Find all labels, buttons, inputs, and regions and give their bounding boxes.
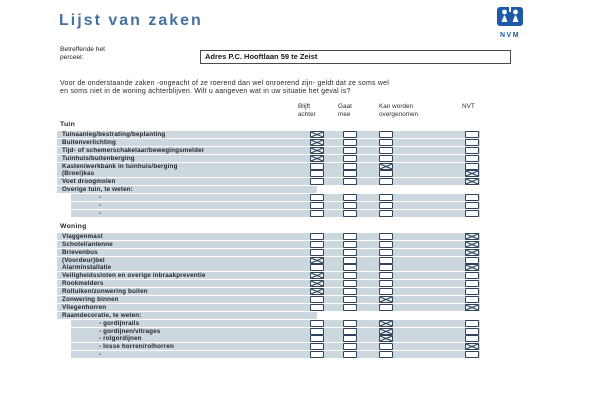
checkbox-blijft-achter[interactable] — [310, 296, 324, 303]
checklist-row — [57, 257, 480, 264]
row-label: - — [99, 351, 102, 359]
checkbox-blijft-achter[interactable] — [310, 343, 324, 350]
checklist-row — [57, 131, 480, 138]
row-label: Overige tuin, te weten: — [62, 186, 133, 194]
checklist-row — [57, 304, 480, 311]
checkbox-kan-worden-overgenomen[interactable] — [379, 178, 393, 185]
row-label: (Broei)kas — [62, 170, 95, 178]
section-label-woning: Woning — [60, 222, 87, 230]
checkbox-kan-worden-overgenomen[interactable] — [379, 351, 393, 358]
checkbox-blijft-achter[interactable] — [310, 335, 324, 342]
row-label: Alarminstallatie — [62, 264, 112, 272]
checkbox-blijft-achter[interactable] — [310, 233, 324, 240]
checkbox-blijft-achter[interactable] — [310, 155, 324, 162]
checkbox-nvt[interactable] — [465, 210, 479, 217]
checkbox-kan-worden-overgenomen[interactable] — [379, 241, 393, 248]
checkbox-blijft-achter[interactable] — [310, 178, 324, 185]
checkbox-blijft-achter[interactable] — [310, 139, 324, 146]
row-label: Brievenbus — [62, 248, 98, 256]
checkbox-gaat-mee[interactable] — [343, 131, 357, 138]
checkbox-blijft-achter[interactable] — [310, 170, 324, 177]
checkbox-blijft-achter[interactable] — [310, 249, 324, 256]
nvm-logo-icon — [497, 7, 523, 26]
intro-paragraph — [60, 80, 530, 97]
row-label: Zonwering binnen — [62, 296, 119, 304]
checkbox-nvt[interactable] — [465, 233, 479, 240]
checkbox-blijft-achter[interactable] — [310, 210, 324, 217]
checkbox-blijft-achter[interactable] — [310, 272, 324, 279]
subheader-row — [57, 186, 317, 193]
row-label: Rookmelders — [62, 280, 104, 288]
page-title: Lijst van zaken — [59, 12, 203, 29]
checkbox-kan-worden-overgenomen[interactable] — [379, 249, 393, 256]
checkbox-kan-worden-overgenomen[interactable] — [379, 335, 393, 342]
checklist-row — [57, 272, 480, 279]
perceel-label-line2: perceel: — [60, 54, 84, 61]
checkbox-blijft-achter[interactable] — [310, 351, 324, 358]
checkbox-blijft-achter[interactable] — [310, 131, 324, 138]
checklist-row — [57, 163, 480, 170]
row-label: Raamdecoratie, te weten: — [62, 311, 142, 319]
checkbox-nvt[interactable] — [465, 155, 479, 162]
checklist-row — [57, 233, 480, 240]
checklist-row — [57, 170, 480, 177]
checkbox-gaat-mee[interactable] — [343, 202, 357, 209]
checklist-row — [57, 280, 480, 287]
perceel-label-line1: Betreffende het — [60, 46, 105, 53]
checkbox-nvt[interactable] — [465, 320, 479, 327]
checkbox-gaat-mee[interactable] — [343, 288, 357, 295]
checkbox-gaat-mee[interactable] — [343, 320, 357, 327]
checkbox-nvt[interactable] — [465, 202, 479, 209]
checkbox-gaat-mee[interactable] — [343, 343, 357, 350]
checkbox-kan-worden-overgenomen[interactable] — [379, 202, 393, 209]
row-label: Schotel/antenne — [62, 240, 113, 248]
checkbox-gaat-mee[interactable] — [343, 194, 357, 201]
row-label: Rolluiken/zonwering buiten — [62, 288, 148, 296]
checkbox-kan-worden-overgenomen[interactable] — [379, 320, 393, 327]
row-label: - — [99, 209, 102, 217]
checkbox-kan-worden-overgenomen[interactable] — [379, 131, 393, 138]
checkbox-nvt[interactable] — [465, 264, 479, 271]
checkbox-kan-worden-overgenomen[interactable] — [379, 155, 393, 162]
checkbox-nvt[interactable] — [465, 328, 479, 335]
checkbox-nvt[interactable] — [465, 257, 479, 264]
checkbox-nvt[interactable] — [465, 147, 479, 154]
checkbox-nvt[interactable] — [465, 139, 479, 146]
checkbox-gaat-mee[interactable] — [343, 163, 357, 170]
checkbox-kan-worden-overgenomen[interactable] — [379, 257, 393, 264]
checkbox-blijft-achter[interactable] — [310, 320, 324, 327]
perceel-label — [60, 46, 105, 62]
nvm-logo-text: NVM — [499, 32, 521, 39]
checkbox-blijft-achter[interactable] — [310, 147, 324, 154]
checkbox-kan-worden-overgenomen[interactable] — [379, 170, 393, 177]
column-header-blijft-achter: Blijft achter — [298, 103, 316, 118]
checkbox-nvt[interactable] — [465, 351, 479, 358]
row-label: - losse horren/rolhorren — [99, 343, 174, 351]
checkbox-nvt[interactable] — [465, 163, 479, 170]
checkbox-gaat-mee[interactable] — [343, 257, 357, 264]
checkbox-nvt[interactable] — [465, 194, 479, 201]
checkbox-kan-worden-overgenomen[interactable] — [379, 163, 393, 170]
checklist-row — [71, 351, 480, 358]
checkbox-kan-worden-overgenomen[interactable] — [379, 343, 393, 350]
row-label: Veiligheidssloten en overige inbraakpreventie — [62, 272, 206, 280]
intro-paragraph-line1: Voor de onderstaande zaken -ongeacht of ze roerend dan wel onroerend zijn- geldt dat ze soms wel — [60, 80, 389, 87]
checkbox-nvt[interactable] — [465, 296, 479, 303]
intro-paragraph-line2: en soms niet in de woning achterblijven. Wilt u aangeven wat in uw situatie het geval is? — [60, 88, 351, 96]
checkbox-gaat-mee[interactable] — [343, 351, 357, 358]
checkbox-gaat-mee[interactable] — [343, 210, 357, 217]
row-label: Tuinhuis/buitenberging — [62, 154, 135, 162]
checklist-row — [57, 241, 480, 248]
checkbox-nvt[interactable] — [465, 249, 479, 256]
checklist-row — [71, 320, 480, 327]
row-label: (Voordeur)bel — [62, 256, 105, 264]
row-label: - gordijnen/vitrages — [99, 327, 161, 335]
subheader-row — [57, 312, 317, 319]
row-label: Kasten/werkbank in tuinhuis/berging — [62, 162, 178, 170]
checkbox-kan-worden-overgenomen[interactable] — [379, 328, 393, 335]
checkbox-blijft-achter[interactable] — [310, 264, 324, 271]
checklist-row — [57, 296, 480, 303]
checklist-row — [71, 210, 480, 217]
checkbox-gaat-mee[interactable] — [343, 264, 357, 271]
checklist-row — [71, 328, 480, 335]
row-label: Voet droogmolen — [62, 178, 116, 186]
checkbox-gaat-mee[interactable] — [343, 280, 357, 287]
checkbox-gaat-mee[interactable] — [343, 170, 357, 177]
checkbox-kan-worden-overgenomen[interactable] — [379, 264, 393, 271]
checkbox-nvt[interactable] — [465, 343, 479, 350]
checkbox-gaat-mee[interactable] — [343, 139, 357, 146]
checkbox-kan-worden-overgenomen[interactable] — [379, 280, 393, 287]
checkbox-gaat-mee[interactable] — [343, 335, 357, 342]
checkbox-blijft-achter[interactable] — [310, 328, 324, 335]
checkbox-gaat-mee[interactable] — [343, 241, 357, 248]
checklist-row — [71, 335, 480, 342]
column-header-gaat-mee: Gaat mee — [338, 103, 352, 118]
section-label-tuin: Tuin — [60, 121, 76, 128]
checkbox-gaat-mee[interactable] — [343, 249, 357, 256]
row-label: - — [99, 194, 102, 202]
checkbox-nvt[interactable] — [465, 241, 479, 248]
checkbox-kan-worden-overgenomen[interactable] — [379, 272, 393, 279]
checklist-row — [71, 194, 480, 201]
checkbox-nvt[interactable] — [465, 272, 479, 279]
checkbox-nvt[interactable] — [465, 280, 479, 287]
checkbox-kan-worden-overgenomen[interactable] — [379, 210, 393, 217]
row-label: Vliegenhorren — [62, 303, 107, 311]
checkbox-gaat-mee[interactable] — [343, 155, 357, 162]
checklist-row — [57, 288, 480, 295]
row-label: Vlaggenmast — [62, 232, 103, 240]
checkbox-blijft-achter[interactable] — [310, 280, 324, 287]
checkbox-kan-worden-overgenomen[interactable] — [379, 288, 393, 295]
checklist-row — [57, 249, 480, 256]
checkbox-blijft-achter[interactable] — [310, 241, 324, 248]
checklist-row — [57, 155, 480, 162]
row-label: - — [99, 202, 102, 210]
column-header-kan-worden-overgenomen: Kan worden overgenomen — [379, 103, 419, 118]
column-header-nvt: NVT — [462, 103, 475, 110]
checkbox-gaat-mee[interactable] — [343, 272, 357, 279]
checkbox-gaat-mee[interactable] — [343, 304, 357, 311]
row-label: - gordijnrails — [99, 319, 140, 327]
checkbox-gaat-mee[interactable] — [343, 328, 357, 335]
checkbox-kan-worden-overgenomen[interactable] — [379, 147, 393, 154]
checklist-row — [71, 202, 480, 209]
checkbox-kan-worden-overgenomen[interactable] — [379, 304, 393, 311]
checkbox-blijft-achter[interactable] — [310, 163, 324, 170]
checkbox-kan-worden-overgenomen[interactable] — [379, 296, 393, 303]
row-label: Buitenverlichting — [62, 138, 116, 146]
checkbox-nvt[interactable] — [465, 288, 479, 295]
checkbox-gaat-mee[interactable] — [343, 233, 357, 240]
checkbox-gaat-mee[interactable] — [343, 147, 357, 154]
checklist-row — [57, 139, 480, 146]
checkbox-blijft-achter[interactable] — [310, 194, 324, 201]
address-field[interactable]: Adres P.C. Hooftlaan 59 te Zeist — [200, 50, 511, 64]
checkbox-blijft-achter[interactable] — [310, 257, 324, 264]
checkbox-gaat-mee[interactable] — [343, 178, 357, 185]
checkbox-kan-worden-overgenomen[interactable] — [379, 139, 393, 146]
row-label: Tuinaanleg/bestrating/beplanting — [62, 131, 166, 138]
checkbox-gaat-mee[interactable] — [343, 296, 357, 303]
checklist-row — [57, 178, 480, 185]
checkbox-nvt[interactable] — [465, 131, 479, 138]
checkbox-nvt[interactable] — [465, 304, 479, 311]
checkbox-kan-worden-overgenomen[interactable] — [379, 233, 393, 240]
checkbox-nvt[interactable] — [465, 178, 479, 185]
checklist-row — [71, 343, 480, 350]
nvm-logo — [495, 7, 525, 39]
checkbox-nvt[interactable] — [465, 170, 479, 177]
checkbox-nvt[interactable] — [465, 335, 479, 342]
checkbox-blijft-achter[interactable] — [310, 202, 324, 209]
checklist-row — [57, 147, 480, 154]
row-label: - rolgordijnen — [99, 335, 142, 343]
row-label: Tijd- of schemerschakelaar/bewegingsmelder — [62, 146, 205, 154]
checklist-row — [57, 264, 480, 271]
checkbox-blijft-achter[interactable] — [310, 288, 324, 295]
checklist — [57, 122, 480, 359]
checkbox-kan-worden-overgenomen[interactable] — [379, 194, 393, 201]
checkbox-blijft-achter[interactable] — [310, 304, 324, 311]
